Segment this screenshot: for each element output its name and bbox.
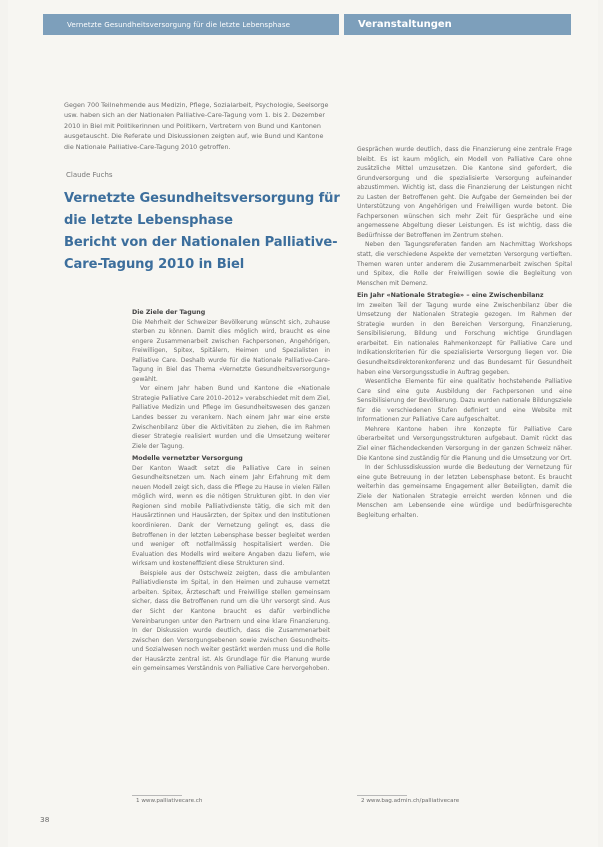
running-header-right (344, 14, 571, 35)
body-paragraph: Gesprächen wurde deutlich, dass die Finanzierung eine zentrale Frage bleibt. Es ist kaum möglich, ein Modell von Palliative Care ohne zusätzliche Mittel umzusetzen. Die Kantone sind gefordert, die Grundversorgung und die spezialisierte Versorgung aufeinander abzustimmen. Wichtig ist, dass die Finanzierung der Leistungen nicht zu Lasten der Betroffenen geht. Die Aufgabe der Gemeinden bei der Unterstützung von Angehörigen und Freiwilligen wurde betont. Die Fachpersonen wünschen sich mehr Zeit für Gespräche und eine angemessene Abgeltung dieser Leistungen. Es ist wichtig, dass die Bedürfnisse der Betroffenen im Zentrum stehen. (357, 146, 572, 239)
body-paragraph: Neben den Tagungsreferaten fanden am Nachmittag Workshops statt, die verschiedene Aspekte der vernetzten Versorgung vertieften. Themen waren unter anderem die Zusammenarbeit zwischen Spital und Spitex, die Rolle der Freiwilligen sowie die Begleitung von Menschen mit Demenz. (357, 241, 572, 287)
running-header-left-label: Vernetzte Gesundheitsversorgung für die letzte Lebensphase (67, 20, 291, 29)
footnote-rule-left (132, 795, 182, 796)
footnote-rule-right (357, 795, 407, 796)
body-column-right (357, 145, 572, 788)
body-column-left (132, 305, 330, 788)
body-paragraph: Vor einem Jahr haben Bund und Kantone die «Nationale Strategie Palliative Care 2010–2012» verabschiedet mit dem Ziel, Palliative Medizin und Pflege im Gesundheitswesen des ganzen Landes besser zu verankern. Nach einem Jahr war eine erste Zwischenbilanz über die Aktivitäten zu ziehen, die im Rahmen dieser Strategie realisiert wurden und die Umsetzung weiterer Ziele der Tagung. (132, 385, 330, 450)
page-number: 38 (40, 815, 50, 824)
footnote-right: 2 www.bag.admin.ch/palliativecare (361, 798, 460, 804)
title-line: Bericht von der Nationalen Palliative- (64, 235, 338, 250)
body-paragraph: In der Schlussdiskussion wurde die Bedeutung der Vernetzung für eine gute Betreuung in der letzten Lebensphase betont. Es braucht weiterhin das gemeinsame Engagement aller Beteiligten, damit die Ziele der Nationalen Strategie erreicht werden können und die Menschen am Lebensende eine würdige und bedürfnisgerechte Begleitung erhalten. (357, 464, 572, 519)
title-line: die letzte Lebensphase (64, 213, 233, 228)
body-paragraph: Mehrere Kantone haben ihre Konzepte für Palliative Care überarbeitet und Versorgungsstrukturen aufgebaut. Damit rückt das Ziel einer flächendeckenden Versorgung in der ganzen Schweiz näher. Die Kantone sind zuständig für die Planung und die Umsetzung vor Ort. (357, 425, 572, 462)
body-paragraph: Im zweiten Teil der Tagung wurde eine Zwischenbilanz über die Umsetzung der Nationalen Strategie gezogen. Im Rahmen der Strategie wurden in den Bereichen Versorgung, Finanzierung, Sensibilisierung, Bildung und Forschung wichtige Grundlagen erarbeitet. Ein nationales Rahmenkonzept für Palliative Care und Indikationskriterien für die spezialisierte Versorgung liegen vor. Die Gesundheitsdirektorenkonferenz und das Bundesamt für Gesundheit haben eine Versorgungsstudie in Auftrag gegeben. (357, 301, 572, 376)
author-name: Claude Fuchs (66, 171, 113, 179)
body-paragraph: Der Kanton Waadt setzt die Palliative Care in seinen Gesundheitsnetzen um. Nach einem Jahr Erfahrung mit dem neuen Modell zeigt sich, dass die Pflege zu Hause in vielen Fällen möglich wird, wenn es die nötigen Strukturen gibt. In den vier Regionen sind mobile Palliativdienste tätig, die sich mit den Hausärztinnen und Hausärzten, der Spitex und den Institutionen koordinieren. Dank der Vernetzung gelingt es, dass die Betroffenen in der letzten Lebensphase besser begleitet werden und weniger oft notfallmässig hospitalisiert werden. Die Evaluation des Modells wird weitere Angaben dazu liefern, wie wirksam und kosteneffizient diese Strukturen sind. (132, 464, 330, 568)
subheading: Ein Jahr «Nationale Strategie» – eine Zwischenbilanz (357, 292, 544, 300)
article-title (64, 188, 340, 276)
body-paragraph: Die Mehrheit der Schweizer Bevölkerung wünscht sich, zuhause sterben zu können. Damit dies möglich wird, braucht es eine engere Zusammenarbeit zwischen Fachpersonen, Angehörigen, Freiwilligen, Spitex, Spitälern, Heimen und Spezialisten in Palliative Care. Deshalb wurde für die Nationale Palliative-Care-Tagung in Biel das Thema «Vernetzte Gesundheitsversorgung» gewählt. (132, 318, 330, 383)
running-header-left (43, 14, 339, 35)
lead-paragraph: Gegen 700 Teilnehmende aus Medizin, Pflege, Sozialarbeit, Psychologie, Seelsorge usw. haben sich an der Nationalen Palliative-Care-Tagung vom 1. bis 2. Dezember 2010 in Biel mit Politikerinnen und Politikern, Vertretern von Bund und Kantonen ausgetauscht. Die Referate und Diskussionen zeigten auf, wie Bund und Kantone die Nationale Palliative-Care-Tagung 2010 getroffen. (64, 101, 329, 151)
footnote-left: 1 www.palliativecare.ch (136, 798, 203, 804)
title-line: Care-Tagung 2010 in Biel (64, 257, 245, 272)
subheading: Modelle vernetzter Versorgung (132, 455, 243, 463)
title-line: Vernetzte Gesundheitsversorgung für (64, 191, 340, 206)
body-paragraph: Wesentliche Elemente für eine qualitativ hochstehende Palliative Care sind eine gute Ausbildung der Fachpersonen und eine Sensibilisierung der Bevölkerung. Dazu wurden nationale Bildungsziele für die verschiedenen Stufen definiert und eine Website mit Informationen zur Palliative Care aufgeschaltet. (357, 378, 572, 424)
subheading: Die Ziele der Tagung (132, 309, 206, 316)
section-label: Veranstaltungen (358, 19, 452, 30)
body-paragraph: Beispiele aus der Ostschweiz zeigten, dass die ambulanten Palliativdienste im Spital, in den Heimen und zuhause vernetzt arbeiten. Spitex, Ärzteschaft und Freiwillige stellen gemeinsam sicher, dass die Betroffenen rund um die Uhr versorgt sind. Aus der Sicht der Kantone braucht es dafür verbindliche Vereinbarungen unter den Partnern und eine klare Finanzierung. In der Diskussion wurde deutlich, dass die Zusammenarbeit zwischen den Versorgungsebenen sowie zwischen Gesundheits- und Sozialwesen noch weiter gestärkt werden muss und die Rolle der Hausärzte zentral ist. Als Grundlage für die Planung wurde ein gemeinsames Verständnis von Palliative Care hervorgehoben. (132, 569, 330, 673)
